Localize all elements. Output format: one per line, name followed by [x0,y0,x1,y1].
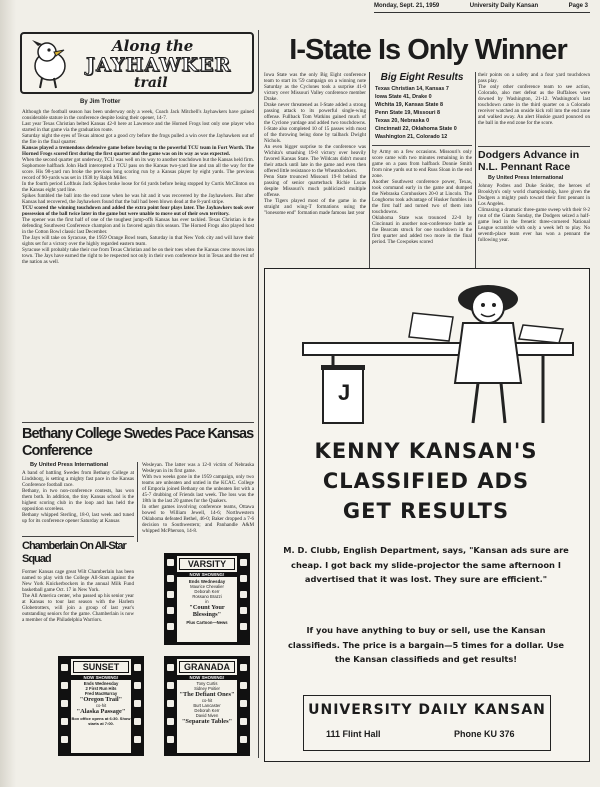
granada-cast2: Burt Lancaster Deborah Kerr David Niven [193,703,221,718]
section-rule [22,422,254,423]
chamberlain-text: Former Kansas cage great Wilt Chamberlain has been named to play with the College All-Stars against the New York Knickerbockers in the annual Milk Fund basketball game Oct. 17 in New York. The All America center, who passed up his senior year at Kansas to tour last season with the Harlem Globetrotters, will join a group of last year's outstanding seniors for the game. Chamberlain is now a member of the Philadelphia Warriors. [22,569,134,623]
trail-paragraph: In the fourth period Lofthuis Jack Spikes broke loose for 64 yards before being stopped by Curtis McClinton on the Kansas eight yard line. [22,181,254,193]
sunset-footer: Box office opens at 6:30. Show starts at 7:00. [71,716,131,726]
column-divider [475,72,476,268]
big-eight-result: Cincinnati 22, Oklahoma State 0 [375,126,457,132]
sunset-title1: "Oregon Trail" [79,696,123,703]
trail-paragraph: When the second quarter got underway, TCU was well on its way to another touchdown but the Kansas held firm. Sophomore halfback John Hadl intercepted a TCU pass on the Kansas two-yard line and ran all the way for the score. His 98-yard run broke the previous long scoring run by a Kansas player by eight yards. The previous record of 90-yards was set in 1938 by Ralph Miller. [22,157,254,181]
trail-paragraph: Spikes fumbled the ball into the end zone when he was hit and it was recovered by the Jayhawkers. But after Kansas had recovered, the Jayhawkers found that the ball had been blown dead at the 8-yard stripe. [22,193,254,205]
bethany-byline: By United Press International [30,462,109,468]
granada-now-showing: NOW SHOWING! [177,675,237,680]
kansan-address: 111 Flint Hall [326,729,381,739]
kansan-jar-label: J [338,380,351,405]
sunset-ad [58,656,144,756]
trail-paragraph: The Jays will take on Syracuse, the 1959 Orange Bowl team, Saturday in that New York city and will have their sights set for a victory over the highly regarded eastern team. [22,235,254,247]
dodgers-text: Johnny Podres and Duke Snider, the heroes of Brooklyn's only world championship, have given the Dodgers a mighty push toward their first pennant in Los Angeles. Climaxing a dramatic three-game sweep with their 8-2 rout of the Giants Sunday, the Dodgers seized a half-game lead in the frenetic three-cornered National League scramble with only a week left to play. No seventh-place team ever has won a pennant the following year. [478,183,590,243]
granada-ad [164,656,250,756]
trail-paragraph: Syracuse will probably take their cue from Texas Christian and be on their toes when the Kansas crew moves into town. The Jays have earned the right to be respected not only in their own conference but in Texas and the rest of the nation as well. [22,247,254,265]
sunset-panel [71,659,131,753]
varsity-theater: VARSITY [179,558,235,570]
trail-logo-line2: JAYHAWKER [86,54,232,76]
kenny-kansan-cartoon [273,273,583,433]
masthead-page: Page 3 [568,3,588,9]
trail-logo-line1: Along the [112,37,194,55]
big-eight-result: Texas Christian 14, Kansas 7 [375,86,449,92]
trail-paragraph: Saturday night the eyes of Texas almost got a good cry before the frogs pulled a win over the Jayhawkers out of the fire in the final quarter. [22,133,254,145]
big-eight-result: Texas 20, Nebraska 0 [375,118,430,124]
varsity-panel [177,556,237,642]
istate-col3: their points on a safety and a four yard touchdown pass play. The only other conference team to see action, Colorado, also met defeat as the Buffaloes were downed by Washington, 21-12. Washington's last touchdown came in the third quarter on a Colorado receiver watched an onside kick roll into the end zone and walked away. An alert Huskie guard pounced on the ball in the end zone for the score. [478,72,590,126]
masthead-date: Monday, Sept. 21, 1959 [374,3,440,9]
trail-paragraph: Last year Texas Christian belted Kansas 42-0 here at Lawrence and the Horned Frogs lost only one player who started in that game via the graduation route. [22,121,254,133]
kansan-pitch: If you have anything to buy or sell, use the Kansan classifieds. The price is a bargain—5 times for a dollar. Use the Kansan classifieds and get results! [287,625,565,665]
column-divider [369,72,370,268]
big-eight-title: Big Eight Results [380,72,464,83]
trail-paragraph: TCU scored the winning touchdown and added the extra point four plays later. The Jayhawkers took over possession of the ball twice later in the game but were unable to move out of their own territory. [22,205,254,217]
granada-panel [177,659,237,753]
kansan-classified-ad [264,268,590,762]
kansan-quote: M. D. Clubb, English Department, says, "Kansan ads sure are cheap. I got back my slide-projector the same afternoon I advertised that it was lost. They sure are efficient." [283,545,569,585]
sunset-now-showing: NOW SHOWING! [71,675,131,680]
kansan-title1: KENNY KANSAN'S [314,439,538,463]
varsity-title: "Count Your Blessings" [189,604,225,618]
big-eight-result: Iowa State 41, Drake 0 [375,94,432,100]
kansan-title3: GET RESULTS [342,499,510,523]
varsity-ends: Ends Wednesday [188,579,226,584]
bethany-col1: A band of battling Swedes from Bethany College at Lindsborg, is setting a mighty fast pace in the Kansas Conference football race. Bethany, in two non-conference contests, has won them both. In addition, the tiny Kansas school is the highest scoring club in the loop and has held the opposition scoreless. Bethany whipped Sterling, 18-0, last week and tuned up for its conference opener Saturday at Kansas [22,470,134,524]
granada-cohit: co-hit [201,698,213,703]
trail-paragraph: Kansas played a tremendous defensive game before bowing to the powerful TCU team in Fort Worth. The Horned Frogs scored first during the first quarter and the game was on its way as was expected. [22,145,254,157]
dodgers-byline: By United Press International [488,175,564,181]
varsity-plus: Plus Cartoon—News [186,620,228,625]
masthead [374,3,588,12]
bethany-headline: Bethany College Swedes Pace Kansas Conference [22,426,254,459]
trail-column [22,109,254,418]
granada-cast1: Tony Curtis Sidney Poitier [194,681,220,691]
sunset-ends: Ends Wednesday 2 First Run Hits Fred MacMurray [83,681,119,696]
sunset-cohit: co-hit [95,703,107,708]
varsity-cast: Maurice Chevalier Deborah Kerr Rossano Brazzi [190,584,224,599]
section-rule [22,536,134,537]
dodgers-headline: Dodgers Advance in N.L. Pennant Race [478,149,580,173]
kansan-phone: Phone KU 376 [454,729,515,739]
big-eight-result: Washington 21, Colorado 12 [375,134,448,140]
jayhawk-mascot-icon [28,38,72,90]
varsity-ad [164,553,250,645]
column-divider [137,462,138,542]
kansan-footer-box [303,695,551,751]
istate-headline: I-State Is Only Winner [289,34,567,66]
chamberlain-headline: Chamberlain On All-Star Squad [22,540,126,565]
big-eight-result: Wichita 19, Kansas State 8 [375,102,443,108]
masthead-rule [374,12,590,13]
trail-logo-line3: trail [134,75,168,91]
big-eight-box [372,72,472,146]
kansan-title2: CLASSIFIED ADS [322,469,530,493]
masthead-paper: University Daily Kansan [469,3,539,9]
column-divider [258,30,259,758]
istate-col2: by Army on a few occasions. Missouri's only score came with two minutes remaining in the game on a pass from halfback Donnie Smith from nine yards out to end Russ Sloan in the end zone. Another Southwest conference power, Texas, took command early in the game and dumped the Nebraska Cornhuskers 20-0 at Lincoln. The Longhorns took advantage of Husker fumbles in the first half and turned two of them into touchdowns. Oklahoma State was trounced 22-0 by Cincinnati in another non-conference battle as the Bearcats struck for one touchdown in the first quarter and added two more in the final period. The Cowpokes scored [372,149,472,245]
sunset-theater: SUNSET [73,661,129,673]
trail-paragraph: The opener was the first half of one of the toughest jump-offs Kansas has ever tackled. Texas Christian is the defending Southwest Conference champion and is favored again this season. The Horned Frogs also played host in the Cotton Bowl classic last December. [22,217,254,235]
trail-paragraph: Although the football season has been underway only a week, Coach Jack Mitchell's Jayhawkers have gained considerable stature in the conference despite losing their opener, 14-7. [22,109,254,121]
granada-title2: "Separate Tables" [181,718,233,725]
varsity-in: in [205,599,209,604]
varsity-now-showing: NOW SHOWING! [177,572,237,577]
section-rule [478,146,590,147]
big-eight-result: Penn State 19, Missouri 8 [375,110,441,116]
page-binding-edge [0,0,16,787]
istate-col1: Iowa State was the only Big Eight conference team to start its '59 campaign on a winning note Saturday as the Cyclones took a surprise 41-0 victory over Missouri Valley conference member Drake. Drake never threatened as I-State added a strong passing attack to its powerful single-wing offense. Fullback Tom Watkins gained much of the Cyclone yardage and added two touchdowns. I-State also completed 10 of 15 passes with most of the throwing being done by tailback Dwight Nichols. An even bigger surprise to the conference was Wichita's smashing 19-8 victory over heavily favored Kansas State. The Wildcats didn't mount their attack until late in the game and even then offered little resistance to the Wheatshockers. Penn State trounced Missouri 19-8 behind the passing of senior quarterback Richie Lucas despite Missouri's much publicized multiple offense. The Tigers played most of the game in the straight and wing-T formations using the "lonesome end" formation made famous last year [264,72,366,216]
kansan-footer-name: UNIVERSITY DAILY KANSAN [308,702,546,718]
bethany-col2: Wesleyan. The latter was a 12-0 victim of Nebraska Wesleyan in its first game. With two weeks gone in the 1959 campaign, only two teams are unbeaten and untied in the KCAC. College of Emporia joined Bethany on the unbeaten list with a 45-7 drubbing of Friends last week. The loss was the 18th in the last 20 games for the Quakers. In other games involving conference teams, Ottawa bowed to William Jewell, 14-6; Northwestern Oklahoma defeated Bethel, 46-0; Baker dropped a 7-6 decision to Southwestern; and Panhandle A&M whipped McPherson, 14-8. [142,462,254,534]
granada-title1: "The Defiant Ones" [179,691,235,698]
jayhawker-trail-logo [20,32,254,94]
granada-theater: GRANADA [179,661,235,673]
sunset-title2: "Alaska Passage" [76,708,126,715]
trail-byline: By Jim Trotter [80,99,121,105]
